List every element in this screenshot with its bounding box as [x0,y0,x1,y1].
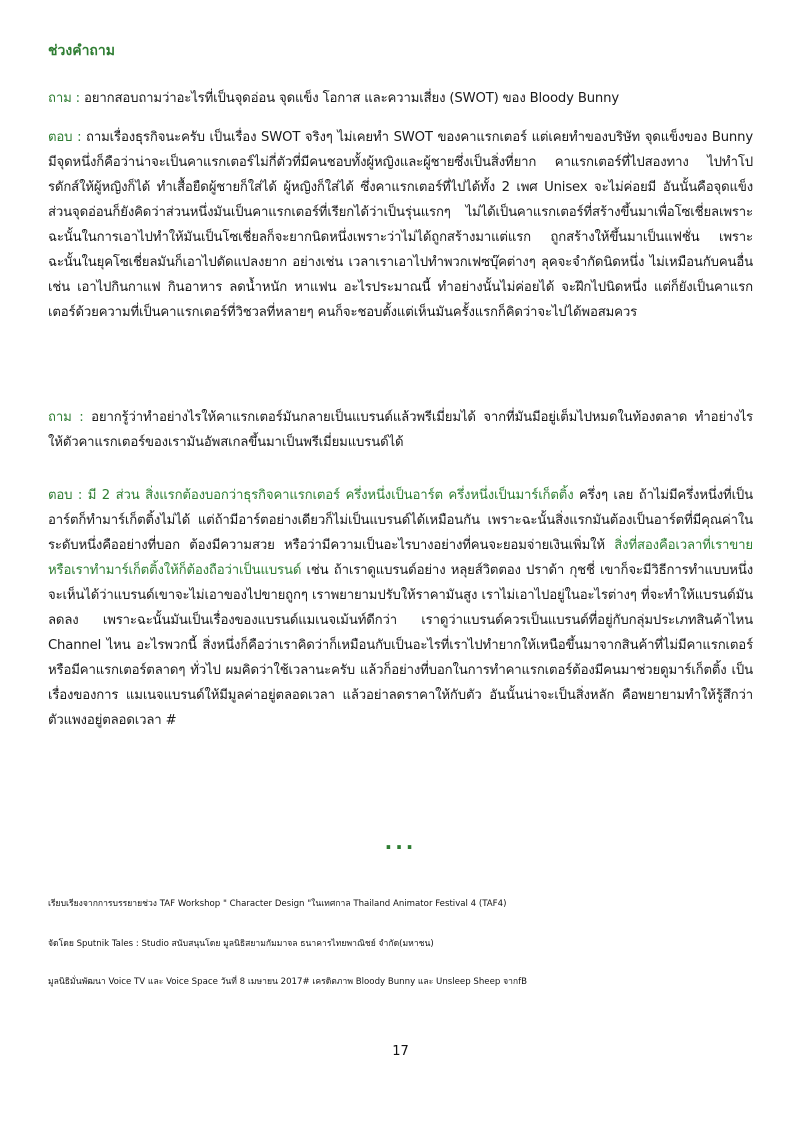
answer-2 [48,483,753,733]
answer-highlight-2: สิ่งที่สองคือเวลาที่เราขายหรือเราทำมาร์เก็ตติ้งให้ก็ต้องถือว่าเป็นแบรนด์ [48,538,753,578]
footnote-source: เรียบเรียงจากการบรรยายช่วง TAF Workshop " Character Design "ในเทศกาล Thailand Animator Festival 4 (TAF4) [48,899,507,909]
question-text: อยากรู้ว่าทำอย่างไรให้คาแรกเตอร์มันกลายเป็นแบรนด์แล้วพรีเมี่ยมได้ จากที่มันมีอยู่เต็มไปหมดในท้องตลาด ทำอย่างไรให้ตัวคาแรกเตอร์ของเรามันอัพสเกลขึ้นมาเป็นพรีเมี่ยมแบรนด์ได้ [48,410,753,450]
section-separator: ... [384,830,417,854]
answer-text-1: ครึ่งๆ เลย ถ้าไม่มีครึ่งหนึ่งที่เป็นอาร์ตก็ทำมาร์เก็ตติ้งไม่ได้ แต่ถ้ามีอาร์ตอย่างเดียวก็ไม่เป็นแบรนด์ได้เหมือนกัน เพราะฉะนั้นสิ่งแรกมันต้องเป็นอาร์ตที่มีคุณค่าในระดับหนึ่งคืออย่างที่บอก ต้องมีความสวย หรือว่ามีความเป็นอะไรบางอย่างที่คนจะยอมจ่ายเงินเพิ่มให้ [48,488,754,553]
page-number: 17 [392,1044,409,1059]
section-title: ช่วงคำถาม [48,43,115,59]
answer-1 [48,125,753,325]
question-label: ถาม : [48,91,80,106]
answer-text: ถามเรื่องธุรกิจนะครับ เป็นเรื่อง SWOT จริงๆ ไม่เคยทำ SWOT ของคาแรกเตอร์ แต่เคยทำของบริษัท จุดแข็งของ Bunny มีจุดหนึ่งก็คือว่าน่าจะเป็นคาแรกเตอร์ไม่กี่ตัวที่มีคนชอบทั้งผู้หญิงและผู้ชายซึ่งเป็นสิ่งที่ยาก คาแรกเตอร์ที่ไปสองทาง ไปทำโปรดักส์ให้ผู้หญิงก็ได้ ทำเสื้อยืดผู้ชายก็ใส่ได้ ผู้หญิงก็ใส่ได้ ซึ่งคาแรกเตอร์ที่ไปได้ทั้ง 2 เพศ Unisex จะไม่ค่อยมี อันนั้นคือจุดแข็ง ส่วนจุดอ่อนก็ยังคิดว่าส่วนหนึ่งมันเป็นคาแรกเตอร์ที่เรียกได้ว่าเป็นรุ่นแรกๆ ไม่ได้เป็นคาแรกเตอร์ที่สร้างขึ้นมาเพื่อโซเชี่ยลเพราะฉะนั้นในการเอาไปทำให้มันเป็นโซเชี่ยลก็จะยากนิดหนึ่งเพราะว่าไม่ได้ถูกสร้างมาแต่แรก ถูกสร้างให้ขึ้นมาเป็นแฟชั่น เพราะฉะนั้นในยุคโซเชี่ยลมันก็เอาไปดัดแปลงยาก อย่างเช่น เวลาเราเอาไปทำพวกเฟซบุ๊คต่างๆ ลุคจะจำกัดนิดหนึ่ง ไม่เหมือนกับคนอื่น เช่น เอาไปกินกาแฟ กินอาหาร ลดน้ำหนัก หาแฟน อะไรประมาณนี้ ทำอย่างนั้นไม่ค่อยได้ จะฝึกไปนิดหนึ่ง แต่ก็ยังเป็นคาแรกเตอร์ด้วยความที่เป็นคาแรกเตอร์ที่วิชวลที่หลายๆ คนก็จะชอบตั้งแต่เห็นมันครั้งแรกก็คิดว่าจะไปได้พอสมควร [48,130,753,320]
footnote-organizer: จัดโดย Sputnik Tales : Studio สนับสนุนโดย มูลนิธิสยามกัมมาจล ธนาคารไทยพาณิชย์ จำกัด(มหาชน) [48,939,434,949]
answer-label: ตอบ : [48,130,82,145]
answer-text-2: เช่น ถ้าเราดูแบรนด์อย่าง หลุยส์วิตตอง ปราด้า กุชชี่ เขาก็จะมีวิธีการทำแบบหนึ่ง จะเห็นได้ว่าแบรนด์เขาจะไม่เอาของไปขายถูกๆ เราพยายามปรับให้ราคามันสูง เราไม่เอาไปอยู่ในอะไรต่างๆ ที่จะทำให้แบรนด์มันลดลง เพราะฉะนั้นมันเป็นเรื่องของแบรนด์แมเนจเม้นท์ดีกว่า เราดูว่าแบรนด์ควรเป็นแบรนด์ที่อยู่กับกลุ่มประเภทสินค้าไหน Channel ไหน อะไรพวกนี้ สิ่งหนึ่งก็คือว่าเราคิดว่าก็เหมือนกับเป็นอะไรที่เราไปทำยากให้เหนือขึ้นมาจากสินค้าที่ไม่มีคาแรกเตอร์ หรือมีคาแรกเตอร์ตลาดๆ ทั่วไป ผมคิดว่าใช้เวลานะครับ แล้วก็อย่างที่บอกในการทำคาแรกเตอร์ต้องมีคนมาช่วยดูมาร์เก็ตติ้ง เป็นเรื่องของการ แมเนจแบรนด์ให้มีมูลค่าอยู่ตลอดเวลา แล้วอย่าลดราคาให้กับตัว อันนั้นน่าจะเป็นสิ่งหลัก คือพยายามทำให้รู้สึกว่าตัวแพงอยู่ตลอดเวลา # [48,563,753,728]
answer-label: ตอบ : [48,488,83,503]
question-label: ถาม : [48,410,84,425]
footnote-credits: มูลนิธิมั่นพัฒนา Voice TV และ Voice Space วันที่ 8 เมษายน 2017# เครดิตภาพ Bloody Bunny และ Unsleep Sheep จากfB [48,977,528,987]
answer-highlight-1: มี 2 ส่วน สิ่งแรกต้องบอกว่าธุรกิจคาแรกเตอร์ ครึ่งหนึ่งเป็นอาร์ต ครึ่งหนึ่งเป็นมาร์เก็ตติ้ง [87,488,574,503]
question-2 [48,405,753,455]
question-1 [48,86,753,111]
question-text: อยากสอบถามว่าอะไรที่เป็นจุดอ่อน จุดแข็ง โอกาส และความเสี่ยง (SWOT) ของ Bloody Bunny [84,91,619,106]
